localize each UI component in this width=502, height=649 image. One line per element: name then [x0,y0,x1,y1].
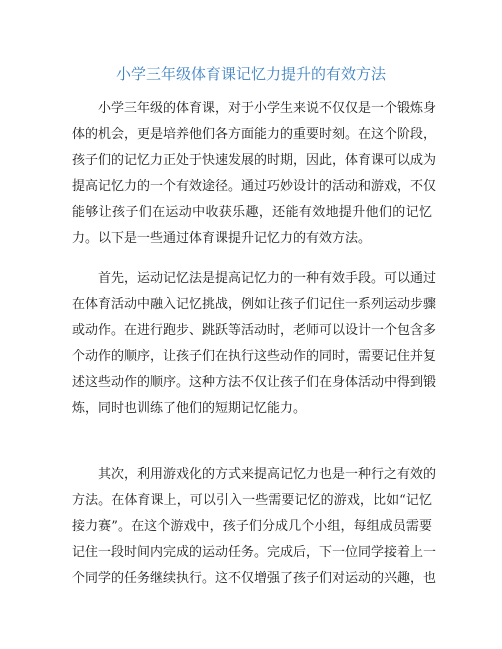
paragraph-2 [72,266,437,422]
paragraph-line: 体的机会，更是培养他们各方面能力的重要时刻。在这个阶段， [72,127,437,142]
paragraph-line: 记住一段时间内完成的运动任务。完成后，下一位同学接着上一 [72,545,437,560]
document-title: 小学三年级体育课记忆力提升的有效方法 [115,65,386,83]
paragraph-line: 能够让孩子们在运动中收获乐趣，还能有效地提升他们的记忆 [72,205,432,220]
paragraph-line: 小学三年级的体育课，对于小学生来说不仅仅是一个锻炼身 [98,101,437,116]
paragraph-line: 炼，同时也训练了他们的短期记忆能力。 [72,401,307,416]
paragraph-3 [72,462,437,592]
paragraph-line: 或动作。在进行跑步、跳跃等活动时，老师可以设计一个包含多 [72,323,437,338]
paragraph-1 [72,96,437,252]
paragraph-line: 孩子们的记忆力正处于快速发展的时期，因此，体育课可以成为 [72,153,437,168]
paragraph-line: 方法。在体育课上，可以引入一些需要记忆的游戏，比如“记忆 [72,493,432,508]
paragraph-line: 个同学的任务继续执行。这不仅增强了孩子们对运动的兴趣，也 [72,571,437,586]
paragraph-line: 在体育活动中融入记忆挑战，例如让孩子们记住一系列运动步骤 [72,297,437,312]
paragraph-line: 接力赛”。在这个游戏中，孩子们分成几个小组，每组成员需要 [72,519,432,534]
paragraph-line: 其次，利用游戏化的方式来提高记忆力也是一种行之有效的 [98,467,437,482]
paragraph-line: 述这些动作的顺序。这种方法不仅让孩子们在身体活动中得到锻 [72,375,437,390]
paragraph-line: 提高记忆力的一个有效途径。通过巧妙设计的活动和游戏，不仅 [72,179,437,194]
paragraph-line: 首先，运动记忆法是提高记忆力的一种有效手段。可以通过 [98,271,437,286]
paragraph-line: 力。以下是一些通过体育课提升记忆力的有效方法。 [72,231,372,246]
paragraph-line: 个动作的顺序，让孩子们在执行这些动作的同时，需要记住并复 [72,349,437,364]
